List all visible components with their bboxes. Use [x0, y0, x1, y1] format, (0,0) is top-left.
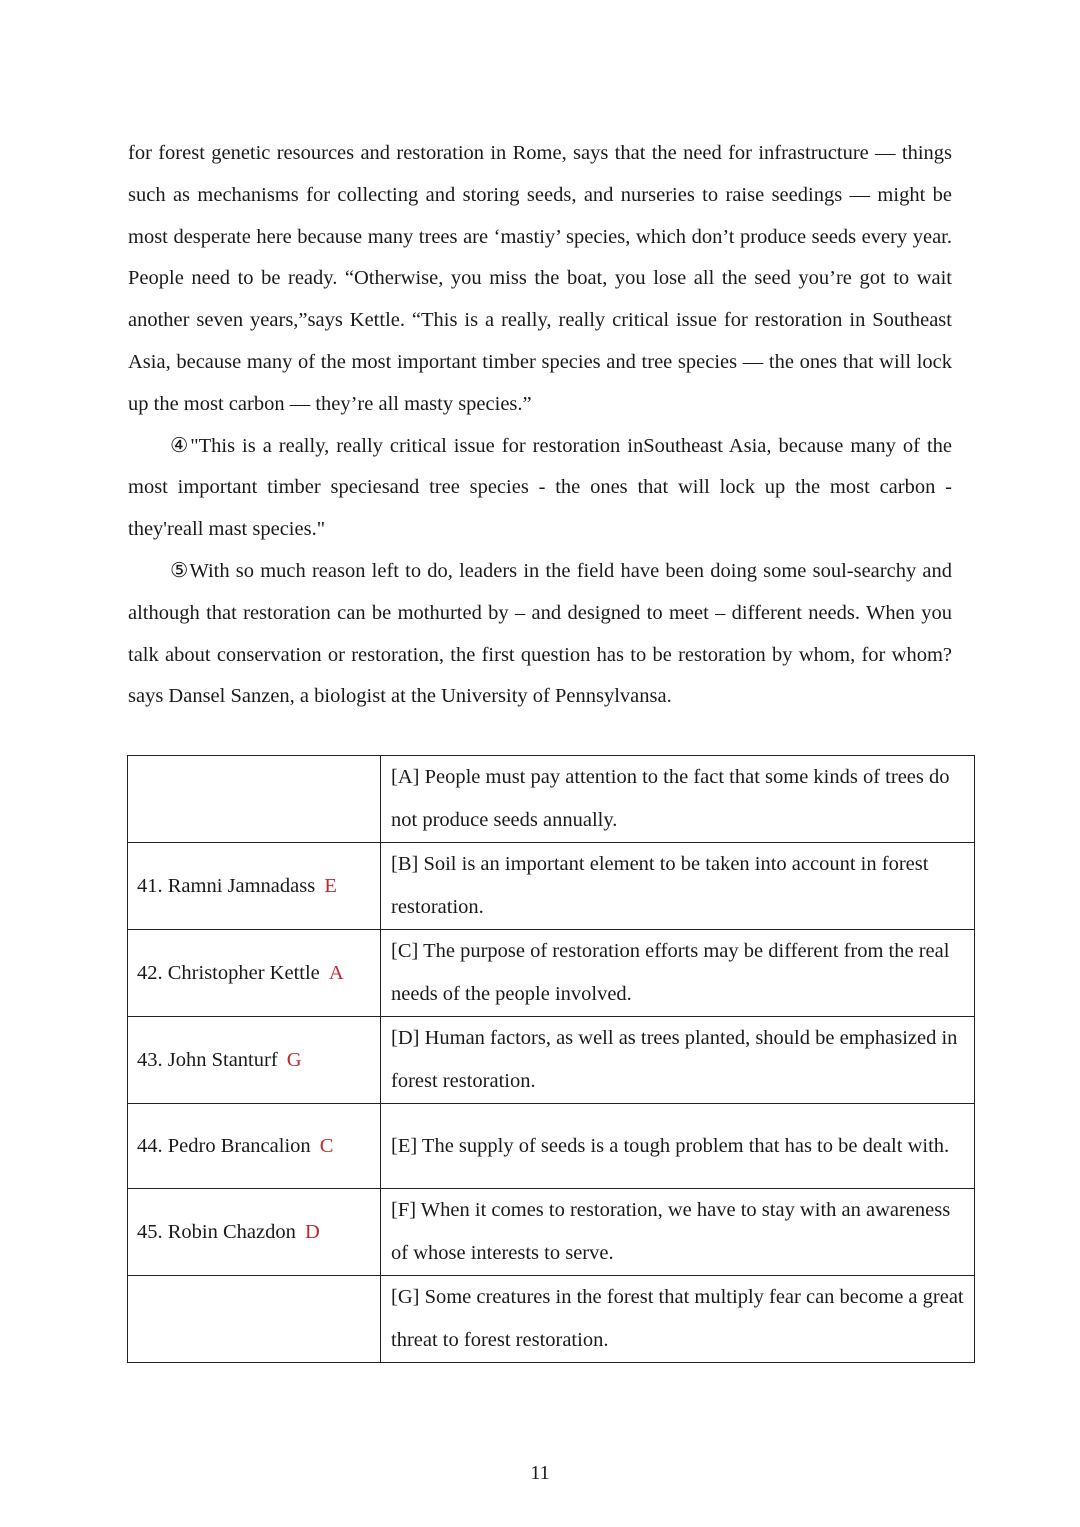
person-cell: [128, 1276, 381, 1363]
table-row: [128, 1017, 975, 1104]
option-text: [A] People must pay attention to the fact that some kinds of trees do not produce seeds annually.: [391, 766, 950, 831]
option-cell: [381, 1189, 975, 1276]
table-row: [128, 1276, 975, 1363]
table-row: [128, 756, 975, 843]
answer-letter: E: [324, 875, 337, 897]
table-row: [128, 843, 975, 930]
answer-letter: D: [305, 1221, 320, 1243]
person-cell: [128, 1104, 381, 1189]
option-text: [D] Human factors, as well as trees planted, should be emphasized in forest restoration.: [391, 1027, 958, 1092]
passage-paragraph-5: ⑤With so much reason left to do, leaders in the field have been doing some soul-searchy and although that restoration can be mothurted by – and designed to meet – different needs. When you talk about conservation or restoration, the first question has to be restoration by whom, for whom? says Dansel Sanzen, a biologist at the University of Pennsylvansa.: [128, 559, 952, 708]
answer-letter: C: [319, 1135, 334, 1157]
person-cell: [128, 1017, 381, 1104]
option-cell: [381, 930, 975, 1017]
option-cell: [381, 756, 975, 843]
person-name: 42. Christopher Kettle: [137, 962, 320, 984]
passage-paragraph-continued: for forest genetic resources and restoration in Rome, says that the need for infrastructure — things such as mechanisms for collecting and storing seeds, and nurseries to raise seedings — might be most desperate here because many trees are ‘mastiy’ species, which don’t produce seeds every year. People need to be ready. “Otherwise, you miss the boat, you lose all the seed you’re got to wait another seven years,”says Kettle. “This is a really, really critical issue for restoration in Southeast Asia, because many of the most important timber species and tree species — the ones that will lock up the most carbon — they’re all masty species.”: [128, 142, 952, 415]
option-text: [F] When it comes to restoration, we have to stay with an awareness of whose interests to serve.: [391, 1199, 951, 1264]
option-cell: [381, 843, 975, 930]
person-name: 45. Robin Chazdon: [137, 1221, 296, 1243]
answer-letter: G: [286, 1049, 302, 1071]
person-cell: [128, 1189, 381, 1276]
option-cell: [381, 1017, 975, 1104]
option-text: [C] The purpose of restoration efforts may be different from the real needs of the people involved.: [391, 940, 950, 1005]
person-cell: [128, 756, 381, 843]
matching-table: [127, 755, 975, 1363]
person-cell: [128, 843, 381, 930]
person-name: 44. Pedro Brancalion: [137, 1135, 311, 1157]
option-text: [G] Some creatures in the forest that multiply fear can become a great threat to forest restoration.: [391, 1286, 964, 1351]
table-row: [128, 930, 975, 1017]
option-cell: [381, 1104, 975, 1189]
reading-passage: [128, 133, 952, 718]
table-row: [128, 1189, 975, 1276]
table-row: [128, 1104, 975, 1189]
option-text: [E] The supply of seeds is a tough problem that has to be dealt with.: [391, 1134, 950, 1157]
answer-letter: A: [328, 962, 344, 984]
person-cell: [128, 930, 381, 1017]
person-name: 43. John Stanturf: [137, 1049, 278, 1071]
passage-paragraph-4: ④"This is a really, really critical issue for restoration inSoutheast Asia, because many of the most important timber speciesand tree species - the ones that will lock up the most carbon - they'reall mast species.": [128, 434, 952, 541]
option-text: [B] Soil is an important element to be taken into account in forest restoration.: [391, 853, 929, 918]
page-number: 11: [530, 1462, 550, 1484]
person-name: 41. Ramni Jamnadass: [137, 875, 316, 897]
option-cell: [381, 1276, 975, 1363]
